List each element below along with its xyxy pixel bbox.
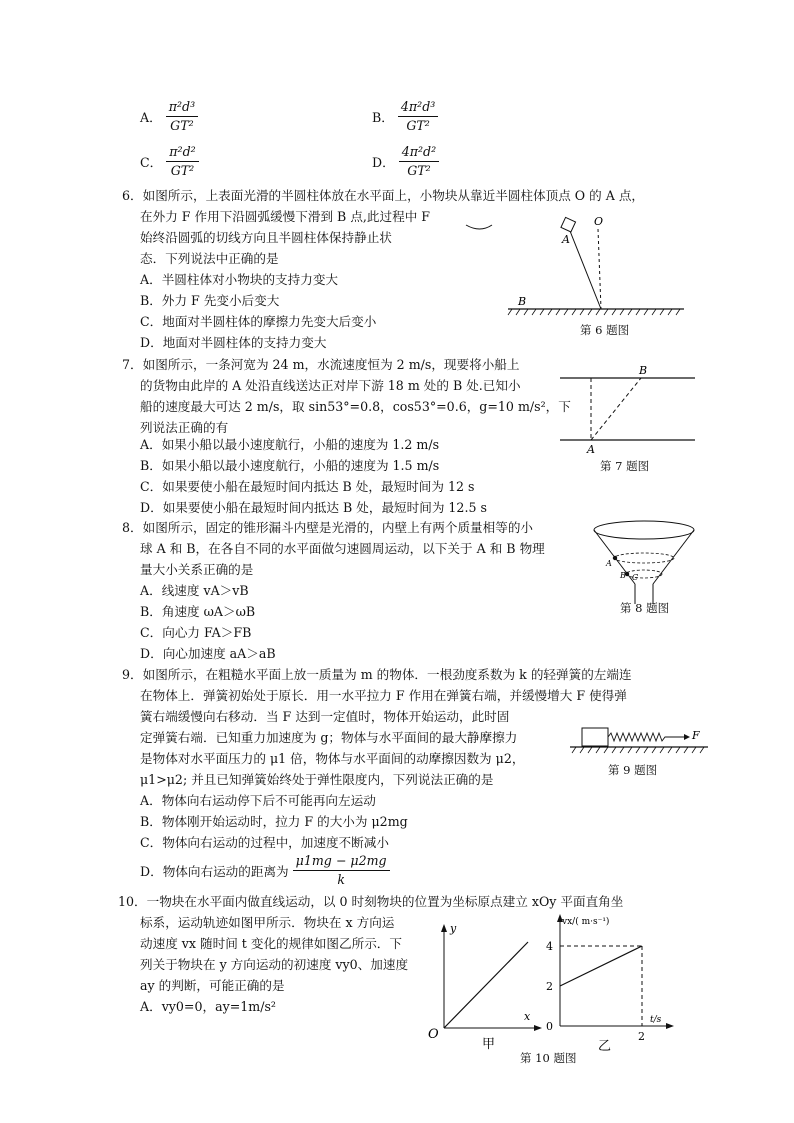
q9-option-d: D．物体向右运动的距离为 $\frac{\mu 1mg - \mu 2mg}{k}$: [140, 852, 390, 889]
q9-stem-line-6: μ1>μ2; 并且已知弹簧始终处于弹性限度内，下列说法正确的是: [140, 772, 494, 787]
q7-option-b: B．如果小船以最小速度航行，小船的速度为 1.5 m/s: [140, 458, 440, 473]
q10-yi-name: 乙: [598, 1039, 612, 1054]
q9-stem-line-2: 在物体上．弹簧初始处于原长．用一水平拉力 F 作用在弹簧右端，并缓慢增大 F 使得弹: [140, 688, 627, 703]
q10-figure-jia: [424, 920, 544, 1050]
q6-option-d: D．地面对半圆柱体的支持力变大: [140, 335, 327, 350]
q9-option-c: C．物体向右运动的过程中，加速度不断减小: [140, 835, 389, 850]
q8-label-b: B: [620, 571, 626, 580]
q10-stem-line-4: 列关于物块在 y 方向运动的初速度 vy0、加速度: [140, 957, 409, 972]
q5-option-d: D． $\frac{\text{4π²d²}}{\text{GT²}}$: [372, 143, 439, 180]
q10-stem-line-3: 动速度 vx 随时间 t 变化的规律如图乙所示．下: [140, 936, 402, 951]
q7-stem-line-2: 的货物由此岸的 A 处沿直线送达正对岸下游 18 m 处的 B 处.已知小: [140, 378, 521, 393]
q9-option-b: B．物体刚开始运动时，拉力 F 的大小为 μ2mg: [140, 814, 408, 829]
q10-jia-y-label: y: [450, 922, 457, 935]
q6-option-b: B．外力 F 先变小后变大: [140, 293, 280, 308]
q6-stem-line-3: 始终沿圆弧的切线方向且半圆柱体保持静止状: [140, 230, 392, 245]
q10-yi-xtick-2: 2: [638, 1030, 645, 1043]
q8-option-b: B．角速度 ωA＞ωB: [140, 604, 256, 619]
q9-stem-line-3: 簧右端缓慢向右移动．当 F 达到一定值时，物体开始运动，此时固: [140, 709, 510, 724]
q9-option-a: A．物体向右运动停下后不可能再向左运动: [140, 793, 376, 808]
q6-option-c: C．地面对半圆柱体的摩擦力先变大后变小: [140, 314, 377, 329]
q8-option-a: A．线速度 vA＞vB: [140, 583, 249, 598]
q7-label-a: A: [587, 443, 595, 456]
q8-stem-line-2: 球 A 和 B，在各自不同的水平面做匀速圆周运动，以下关于 A 和 B 物理: [140, 541, 545, 556]
q5-option-b: B． $\frac{\text{4π²d³}}{\text{GT²}}$: [372, 98, 438, 135]
q10-yi-y-label: vx/( m·s⁻¹): [562, 917, 610, 927]
q7-stem-line-1: 7．如图所示，一条河宽为 24 m，水流速度恒为 2 m/s，现要将小船上: [122, 357, 520, 372]
q7-option-a: A．如果小船以最小速度航行，小船的速度为 1.2 m/s: [140, 437, 440, 452]
q9-ground-hatching: [572, 747, 704, 753]
q8-stem-line-1: 8．如图所示，固定的锥形漏斗内壁是光滑的，内壁上有两个质量相等的小: [122, 520, 534, 535]
q7-figure: [555, 362, 700, 457]
q10-yi-tick-0: 0: [546, 1020, 553, 1033]
q9-caption: 第 9 题图: [608, 763, 658, 777]
q7-caption: 第 7 题图: [600, 459, 650, 473]
q6-ground-hatching: [508, 309, 680, 315]
q6-caption: 第 6 题图: [580, 323, 630, 337]
q6-label-a: A: [562, 233, 570, 246]
q6-label-b: B: [518, 295, 527, 308]
q8-label-c: C: [632, 573, 639, 582]
q8-option-d: D．向心加速度 aA＞aB: [140, 646, 276, 661]
q8-figure: [590, 516, 700, 606]
q10-yi-tick-4: 4: [546, 940, 553, 953]
q10-stem-line-5: ay 的判断，可能正确的是: [140, 978, 285, 993]
q10-stem-line-1: 10．一物块在水平面内做直线运动，以 0 时刻物块的位置为坐标原点建立 xOy 平面直角坐: [118, 894, 624, 909]
q10-option-a: A．vy0=0，ay=1m/s²: [140, 999, 276, 1014]
q6-option-a: A．半圆柱体对小物块的支持力变大: [140, 272, 339, 287]
q10-figure-yi: [540, 910, 680, 1055]
q10-yi-x-label: t/s: [650, 1015, 662, 1025]
q10-caption: 第 10 题图: [520, 1051, 577, 1065]
q8-caption: 第 8 题图: [620, 601, 670, 615]
q7-label-b: B: [639, 364, 648, 377]
q9-stem-line-5: 是物体对水平面压力的 μ1 倍，物体与水平面间的动摩擦因数为 μ2，: [140, 751, 525, 766]
q7-option-d: D．如果要使小船在最短时间内抵达 B 处，最短时间为 12.5 s: [140, 500, 487, 515]
q5-option-a: A． $\frac{\text{π²d³}}{\text{GT²}}$: [140, 98, 198, 135]
q7-stem-line-4: 列说法正确的有: [140, 420, 229, 435]
q6-stem-line-4: 态．下列说法中正确的是: [140, 251, 279, 266]
q9-stem-line-1: 9．如图所示，在粗糙水平面上放一质量为 m 的物体．一根劲度系数为 k 的轻弹簧的左端连: [122, 667, 632, 682]
q10-yi-tick-2: 2: [546, 980, 553, 993]
q10-jia-x-label: x: [524, 1010, 531, 1023]
q9-stem-line-4: 定弹簧右端．已知重力加速度为 g；物体与水平面间的最大静摩擦力: [140, 730, 518, 745]
q6-stem-line-2: 在外力 F 作用下沿圆弧缓慢下滑到 B 点,此过程中 F: [140, 209, 431, 224]
q8-label-a: A: [606, 559, 612, 568]
q6-label-o: O: [594, 215, 604, 228]
q10-stem-line-2: 标系，运动轨迹如图甲所示．物块在 x 方向运: [140, 915, 395, 930]
q10-jia-origin-label: O: [428, 1027, 439, 1042]
q7-stem-line-3: 船的速度最大可达 2 m/s，取 sin53°=0.8，cos53°=0.6，g=10 m/s²，下: [140, 399, 571, 414]
q10-jia-name: 甲: [482, 1037, 496, 1050]
q8-option-c: C．向心力 FA＞FB: [140, 625, 252, 640]
q6-figure: [460, 205, 690, 325]
q8-stem-line-3: 量大小关系正确的是: [140, 562, 254, 577]
q6-stem-line-1: 6．如图所示，上表面光滑的半圆柱体放在水平面上，小物块从靠近半圆柱体顶点 O 的 A 点，: [122, 188, 645, 203]
q5-option-c: C． $\frac{\text{π²d²}}{\text{GT²}}$: [140, 143, 199, 180]
q7-option-c: C．如果要使小船在最短时间内抵达 B 处，最短时间为 12 s: [140, 479, 475, 494]
q9-figure: [568, 722, 708, 762]
q9-label-f: F: [692, 729, 700, 742]
